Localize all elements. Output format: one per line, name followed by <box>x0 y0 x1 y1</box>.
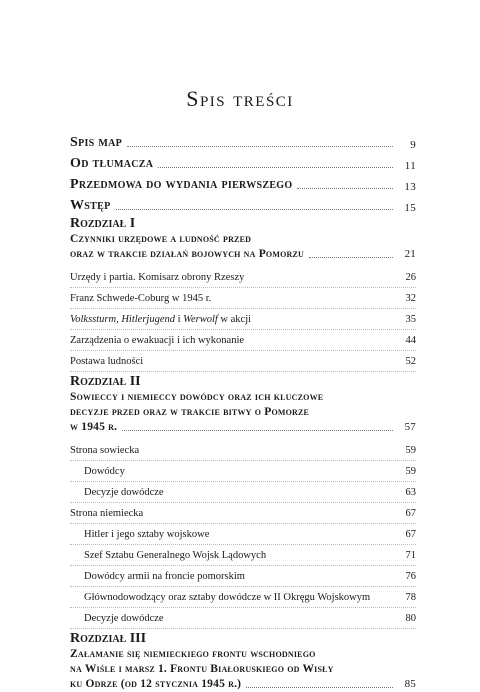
chapter-title-line: oraz w trakcie działań bojowych na Pomorzu <box>70 248 305 260</box>
toc-page-number: 59 <box>405 444 416 456</box>
chapter-2-title[interactable] <box>70 390 416 435</box>
dot-leader <box>297 188 393 189</box>
toc-entry-label: Spis map <box>70 135 123 150</box>
chapter-3-heading: Rozdział III <box>70 631 147 646</box>
chapter-title-line: Czynniki urzędowe a ludność przed <box>70 233 252 245</box>
chapter-title-line: w 1945 r. <box>70 421 118 433</box>
label-fragment: i <box>175 313 184 325</box>
toc-entry[interactable] <box>70 351 416 372</box>
toc-entry[interactable] <box>70 482 416 503</box>
toc-entry-od-tlumacza[interactable] <box>70 151 416 172</box>
toc-entry-label: Głównodowodzący oraz sztaby dowódcze w II Okręgu Wojskowym <box>84 591 371 603</box>
toc-page-number: 52 <box>405 355 416 367</box>
toc-entry-label: Od tłumacza <box>70 156 154 171</box>
toc-page-number: 26 <box>405 271 416 283</box>
toc-entry-label: Decyzje dowódcze <box>84 486 164 498</box>
toc-entry-label: Postawa ludności <box>70 355 144 367</box>
toc-entry-label: Dowódcy armii na froncie pomorskim <box>84 570 245 582</box>
italic-term: Volkssturm, Hitlerjugend <box>70 313 175 325</box>
toc-page-number: 85 <box>404 678 416 690</box>
label-fragment: w akcji <box>217 313 252 325</box>
dot-leader <box>246 687 393 688</box>
toc-entry[interactable] <box>70 267 416 288</box>
chapter-1-heading: Rozdział I <box>70 216 136 231</box>
italic-term: Werwolf <box>183 313 218 325</box>
toc-page-number: 57 <box>404 421 416 433</box>
toc-entry-label: Dowódcy <box>84 465 125 477</box>
toc-page-number: 11 <box>404 160 416 172</box>
toc-page-number: 21 <box>404 248 416 260</box>
toc-page-number: 67 <box>405 528 416 540</box>
table-of-contents <box>70 130 416 692</box>
toc-entry[interactable] <box>70 566 416 587</box>
toc-entry-label: Szef Sztabu Generalnego Wojsk Lądowych <box>84 549 267 561</box>
chapter-title-line: decyzje przed oraz w trakcie bitwy o Pomorze <box>70 406 310 418</box>
toc-entry-przedmowa[interactable] <box>70 172 416 193</box>
dot-leader <box>122 430 393 431</box>
toc-entry-wstep[interactable] <box>70 193 416 214</box>
toc-entry[interactable] <box>70 608 416 629</box>
toc-entry[interactable] <box>70 330 416 351</box>
chapter-2-heading: Rozdział II <box>70 374 141 389</box>
toc-page-number: 80 <box>405 612 416 624</box>
toc-entry[interactable] <box>70 288 416 309</box>
toc-entry[interactable] <box>70 461 416 482</box>
toc-page-number: 35 <box>405 313 416 325</box>
toc-entry[interactable] <box>70 587 416 608</box>
toc-page-number: 44 <box>405 334 416 346</box>
chapter-title-last-line <box>70 247 416 262</box>
page-title: Spis treści <box>186 86 294 111</box>
chapter-title-line: Załamanie się niemieckiego frontu wschodniego <box>70 648 316 660</box>
toc-entry-spis-map[interactable] <box>70 130 416 151</box>
toc-entry-label: Zarządzenia o ewakuacji i ich wykonanie <box>70 334 245 346</box>
dot-leader <box>116 209 393 210</box>
toc-entry-label: Strona niemiecka <box>70 507 144 519</box>
toc-entry[interactable] <box>70 309 416 330</box>
toc-page-number: 13 <box>404 181 416 193</box>
toc-entry-label <box>70 314 251 325</box>
chapter-title-last-line <box>70 677 416 692</box>
toc-page-number: 78 <box>405 591 416 603</box>
chapter-title-line: Sowieccy i niemieccy dowódcy oraz ich kluczowe <box>70 391 324 403</box>
chapter-3-title[interactable] <box>70 647 416 692</box>
chapter-1-title[interactable] <box>70 232 416 262</box>
toc-entry-label: Franz Schwede-Coburg w 1945 r. <box>70 292 212 304</box>
dot-leader <box>127 146 393 147</box>
toc-entry[interactable] <box>70 545 416 566</box>
toc-page-number: 63 <box>405 486 416 498</box>
toc-entry-label: Strona sowiecka <box>70 444 140 456</box>
toc-page-number: 71 <box>405 549 416 561</box>
toc-entry-label: Decyzje dowódcze <box>84 612 164 624</box>
toc-page-number: 15 <box>404 202 416 214</box>
chapter-title-line: na Wiśle i marsz 1. Frontu Białoruskiego od Wisły <box>70 663 334 675</box>
chapter-title-last-line <box>70 420 416 435</box>
toc-entry-label: Hitler i jego sztaby wojskowe <box>84 528 210 540</box>
dot-leader <box>309 257 393 258</box>
toc-entry[interactable] <box>70 524 416 545</box>
toc-page-number: 76 <box>405 570 416 582</box>
toc-page-number: 67 <box>405 507 416 519</box>
toc-page-number: 32 <box>405 292 416 304</box>
dot-leader <box>158 167 393 168</box>
toc-entry-label: Urzędy i partia. Komisarz obrony Rzeszy <box>70 271 245 283</box>
chapter-title-line: ku Odrze (od 12 stycznia 1945 r.) <box>70 678 242 690</box>
toc-page-number: 59 <box>405 465 416 477</box>
toc-page-number: 9 <box>410 139 416 151</box>
toc-entry[interactable] <box>70 503 416 524</box>
toc-entry-label: Wstęp <box>70 198 111 213</box>
toc-entry-label: Przedmowa do wydania pierwszego <box>70 177 293 192</box>
toc-entry[interactable] <box>70 440 416 461</box>
